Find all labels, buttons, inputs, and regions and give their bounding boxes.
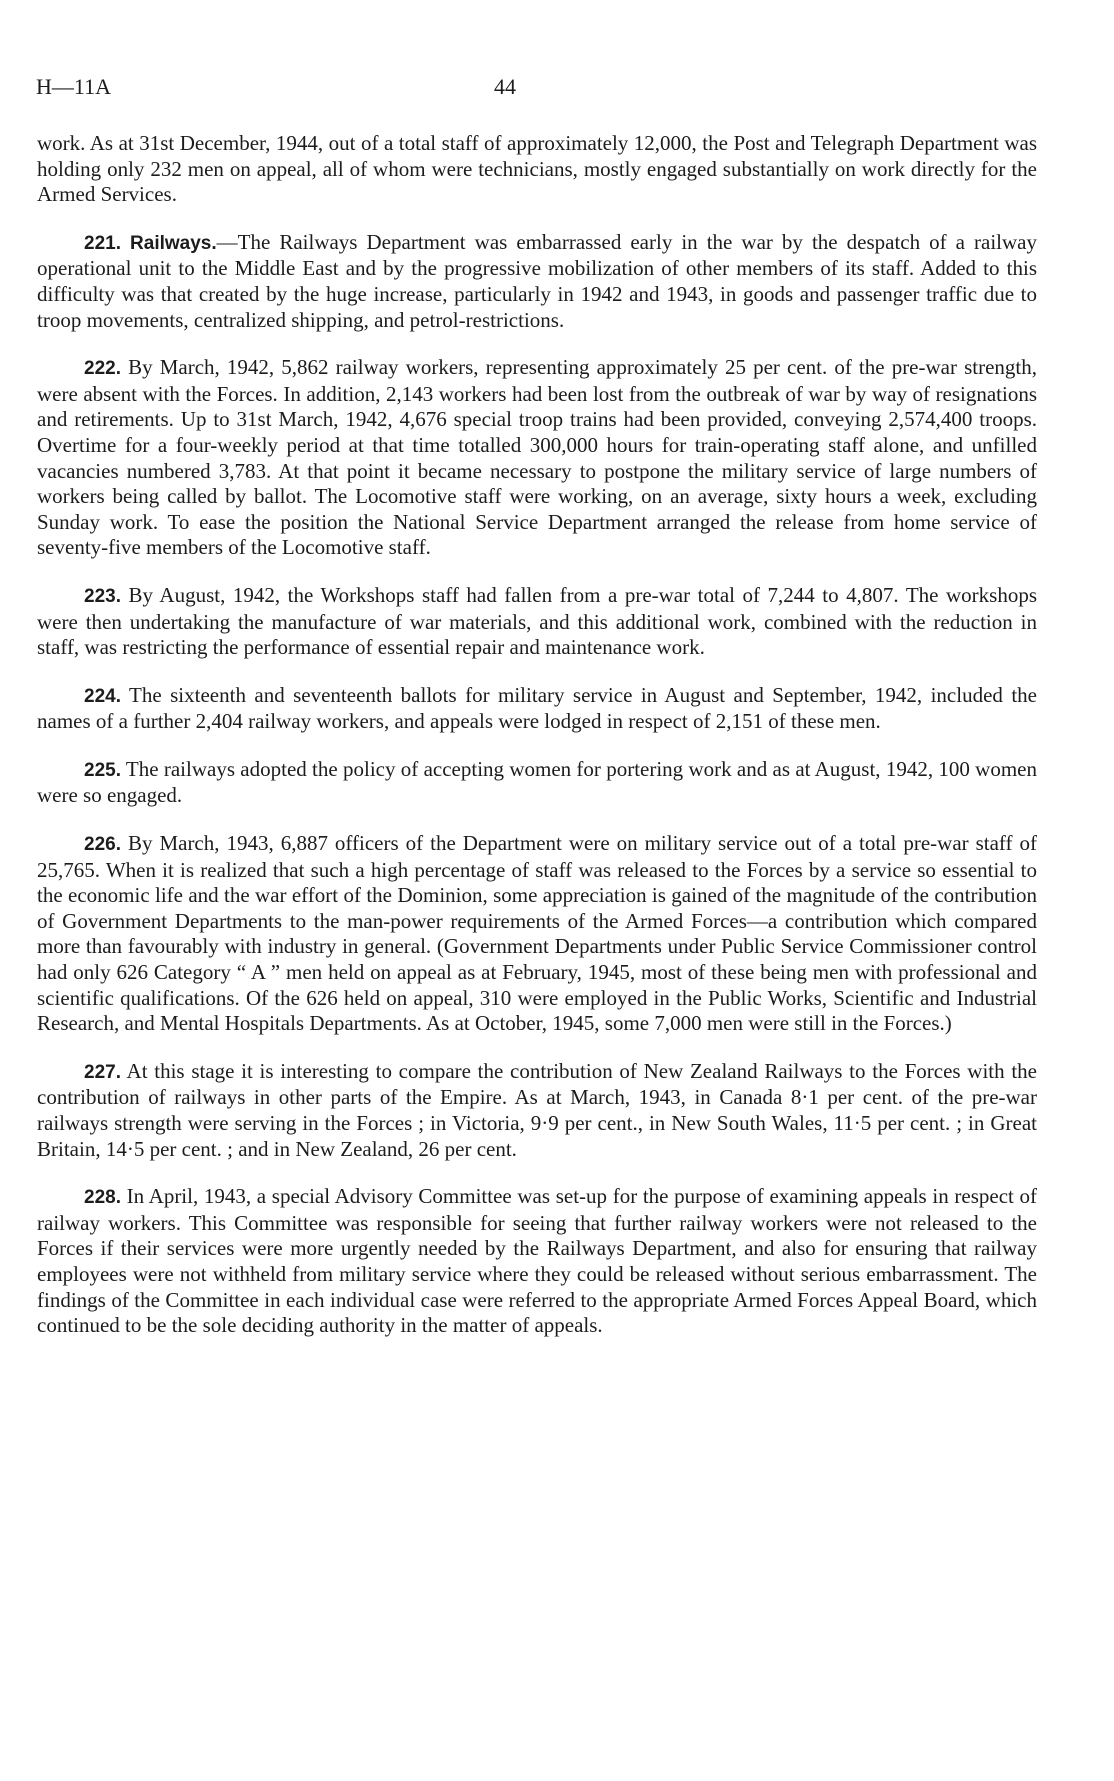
page-number: 44: [494, 74, 516, 99]
paragraph-228: [37, 1184, 1037, 1339]
paragraph-number: 225.: [84, 759, 121, 781]
paragraph-number: 221.: [84, 232, 121, 254]
paragraph-226: [37, 831, 1037, 1037]
paragraph-text: —The Railways Department was embarrassed early in the war by the despatch of a railway operational unit to the Middle East and by the progressive mobilization of other members of its staff. Added to this difficulty was that created by the huge increase, particularly in 1942 and 1943, in goods and passenger traffic due to troop movements, centralized shipping, and petrol-restrictions.: [37, 229, 1038, 332]
paragraph-number: 228.: [84, 1187, 121, 1209]
paragraph-text: By March, 1943, 6,887 officers of the Department were on military service out of a total pre-war staff of 25,765. When it is realized that such a high percentage of staff was released to the Forces by a service so essential to the economic life and the war effort of the Dominion, some appreciation is gained of the magnitude of the contribution of Government Departments to the man-power requirements of the Armed Forces—a contribution which compared more than favourably with industry in general. (Government Departments under Public Service Commissioner control had only 626 Category “ A ” men held on appeal as at February, 1945, most of these being men with professional and scientific qualifications. Of the 626 held on appeal, 310 were employed in the Public Works, Scientific and Industrial Research, and Mental Hospitals Departments. As at October, 1945, some 7,000 men were still in the Forces.): [37, 831, 1038, 1036]
paragraph-text: By March, 1942, 5,862 railway workers, representing approximately 25 per cent. of the pre-war strength, were absent with the Forces. In addition, 2,143 workers had been lost from the outbreak of war by way of resignations and retirements. Up to 31st March, 1942, 4,676 special troop trains had been provided, conveying 2,574,400 troops. Overtime for a four-weekly period at that time totalled 300,000 hours for train-operating staff alone, and unfilled vacancies numbered 3,783. At that point it became necessary to postpone the military service of large numbers of workers being called by ballot. The Locomotive staff were working, on an average, sixty hours a week, excluding Sunday work. To ease the position the National Service Department arranged the release from home service of seventy-five members of the Locomotive staff.: [37, 355, 1037, 560]
paragraph-heading: Railways.: [130, 232, 217, 254]
document-body: [37, 131, 1037, 1361]
paragraph-227: [37, 1059, 1037, 1162]
paragraph-number: 224.: [84, 685, 121, 707]
paragraph-number: 222.: [84, 358, 121, 380]
paragraph-text: work. As at 31st December, 1944, out of a total staff of approximately 12,000, the Post and Telegraph Department was holding only 232 men on appeal, all of whom were technicians, mostly engaged substantially on work directly for the Armed Services.: [37, 131, 1037, 207]
paragraph-224: [37, 683, 1037, 735]
paragraph-text: By August, 1942, the Workshops staff had fallen from a pre-war total of 7,244 to 4,807. The workshops were then undertaking the manufacture of war materials, and this additional work, combined with the reduction in staff, was restricting the performance of essential repair and maintenance work.: [37, 582, 1038, 660]
paragraph-222: [37, 355, 1037, 561]
paragraph-225: [37, 757, 1037, 809]
paragraph-221: [37, 230, 1037, 333]
paragraph-text: In April, 1943, a special Advisory Committee was set-up for the purpose of examining appeals in respect of railway workers. This Committee was responsible for seeing that further railway workers were not released to the Forces if their services were more urgently needed by the Railways Department, and also for ensuring that railway employees were not withheld from military service where they could be released without serious embarrassment. The findings of the Committee in each individual case were referred to the appropriate Armed Forces Appeal Board, which continued to be the sole deciding authority in the matter of appeals.: [37, 1184, 1038, 1338]
document-reference: H—11A: [36, 74, 111, 99]
paragraph-number: 227.: [84, 1061, 121, 1083]
paragraph-223: [37, 583, 1037, 661]
paragraph-number: 226.: [84, 834, 121, 856]
paragraph-text: At this stage it is interesting to compare the contribution of New Zealand Railways to the Forces with the contribution of railways in other parts of the Empire. As at March, 1943, in Canada 8·1 per cent. of the pre-war railways strength were serving in the Forces ; in Victoria, 9·9 per cent., in New South Wales, 11·5 per cent. ; in Great Britain, 14·5 per cent. ; and in New Zealand, 26 per cent.: [37, 1058, 1037, 1161]
paragraph-continued: [37, 131, 1037, 208]
paragraph-text: The railways adopted the policy of accepting women for portering work and as at August, 1942, 100 women were so engaged.: [37, 756, 1037, 808]
paragraph-text: The sixteenth and seventeenth ballots for military service in August and September, 1942, included the names of a further 2,404 railway workers, and appeals were lodged in respect of 2,151 of these men.: [37, 682, 1037, 734]
page-header: [36, 74, 1036, 104]
paragraph-number: 223.: [84, 585, 121, 607]
